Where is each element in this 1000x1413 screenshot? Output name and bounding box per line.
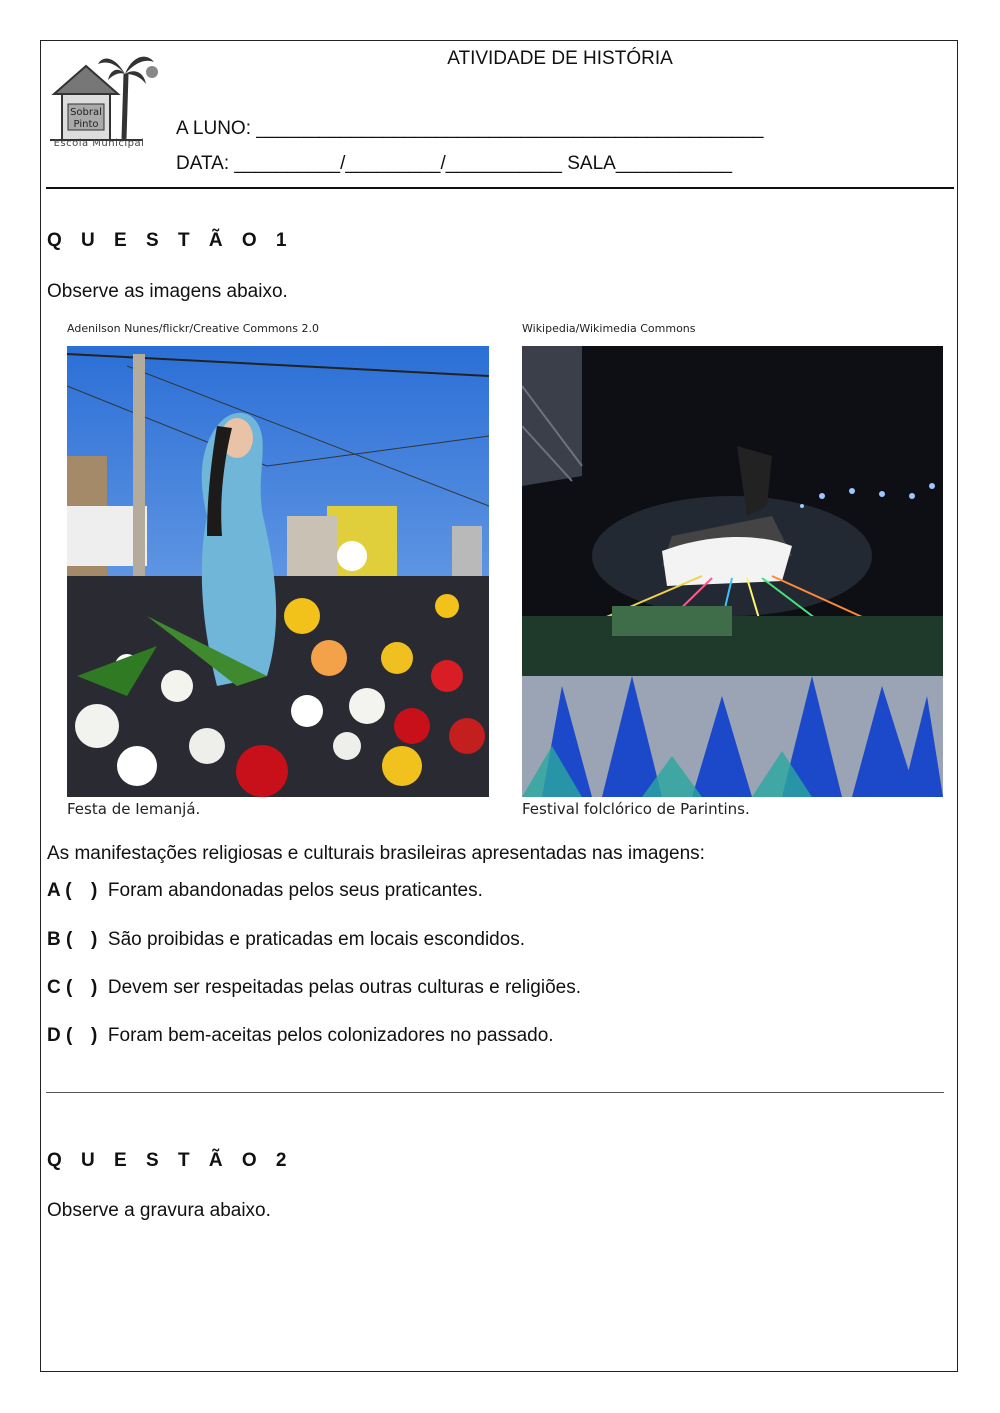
- image-2-credit: Wikipedia/Wikimedia Commons: [522, 322, 696, 335]
- image-1-credit: Adenilson Nunes/flickr/Creative Commons 2.0: [67, 322, 319, 335]
- question-1-prompt: As manifestações religiosas e culturais brasileiras apresentadas nas imagens:: [47, 843, 705, 864]
- option-d-close: ): [91, 1025, 98, 1046]
- option-d-letter[interactable]: D (: [47, 1025, 73, 1046]
- option-c-close: ): [91, 977, 98, 998]
- student-name-field[interactable]: A LUNO: ________________________________________________: [176, 118, 764, 139]
- page-title: ATIVIDADE DE HISTÓRIA: [447, 48, 673, 69]
- option-d[interactable]: [47, 1025, 554, 1047]
- option-a-text: Foram abandonadas pelos seus praticantes.: [107, 880, 483, 901]
- question-1-intro: Observe as imagens abaixo.: [47, 281, 288, 302]
- option-b-close: ): [91, 929, 98, 950]
- option-c-text: Devem ser respeitadas pelas outras culturas e religiões.: [107, 977, 582, 998]
- option-a-close: ): [91, 880, 98, 901]
- question-2-intro: Observe a gravura abaixo.: [47, 1200, 271, 1221]
- section-divider: [46, 1092, 944, 1093]
- logo-text-2: Pinto: [73, 119, 99, 130]
- festa-iemanja-photo: [67, 346, 489, 797]
- option-b-text: São proibidas e praticadas em locais escondidos.: [107, 929, 526, 950]
- logo-caption: Escola Municipal: [53, 138, 145, 149]
- logo-text-1: Sobral: [70, 107, 102, 118]
- question-2-title: Q U E S T Ã O 2: [47, 1150, 294, 1171]
- festival-parintins-photo: [522, 346, 943, 797]
- option-d-text: Foram bem-aceitas pelos colonizadores no passado.: [107, 1025, 554, 1046]
- option-a-letter[interactable]: A (: [47, 880, 72, 901]
- option-b-letter[interactable]: B (: [47, 929, 73, 950]
- option-c[interactable]: [47, 977, 581, 999]
- option-b[interactable]: [47, 929, 525, 951]
- option-a[interactable]: [47, 880, 483, 902]
- question-1-title: Q U E S T Ã O 1: [47, 230, 294, 251]
- option-c-letter[interactable]: C (: [47, 977, 73, 998]
- date-class-field[interactable]: DATA: __________/_________/___________ SALA___________: [176, 153, 733, 174]
- image-1-caption: Festa de Iemanjá.: [67, 800, 201, 818]
- header-divider: [46, 187, 954, 189]
- image-2-caption: Festival folclórico de Parintins.: [522, 800, 750, 818]
